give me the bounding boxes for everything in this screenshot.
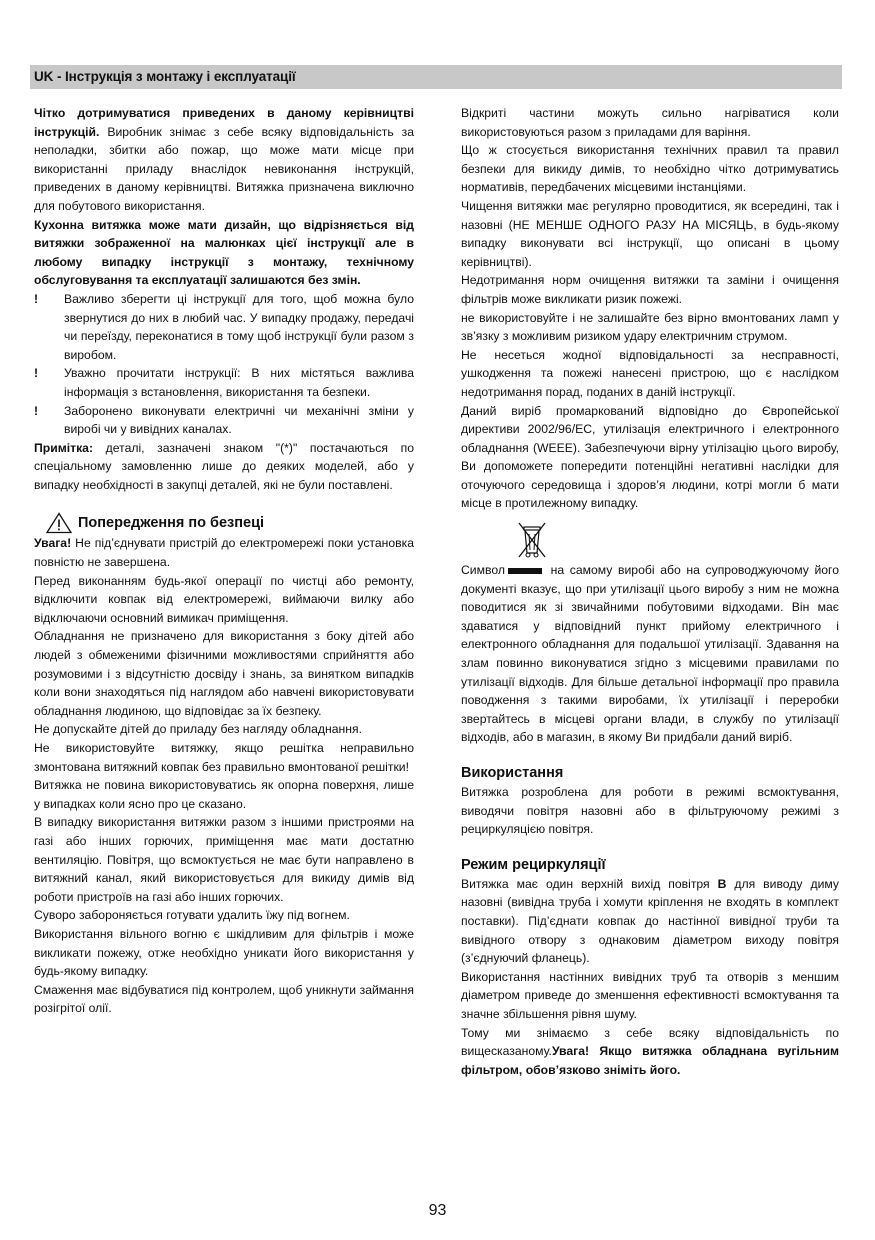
safety-paragraph: Не допускайте дітей до приладу без нагляду обладнання. bbox=[34, 722, 362, 737]
design-note-bold: Кухонна витяжка може мати дизайн, що відрізняється від витяжки зображенної на малюнках цієї інструкції але в любому випадку інструкції з монтажу, технічному обслуговування та експлуатації залишаются без змін. bbox=[34, 217, 414, 288]
recirculation-paragraph bbox=[461, 1024, 839, 1080]
page-number: 93 bbox=[428, 1202, 447, 1219]
warning-text: Не під’єднувати пристрій до електромережі поки установка повністю не завершена. bbox=[34, 536, 414, 570]
symbol-text: на самому виробі або на супроводжуючому його документі вказує, що при утилізації цього виробу з ним не можна поводитися як зі звичайними побутовими відходами. Він має здаватися у відповідний пункт прийому електричного і електронного обладнання для подальшої утилізації. Здавання на злам повинно виконуватися згідно з місцевими правилами по утилізації відходів. Для більше детальної інформації про правила поводження з такими виробами, їх утилізації і переробки звертайтесь в місцеві органи влади, в службу по утилізації відходів, або в магазин, в якому Ви придбали даний виріб. bbox=[461, 563, 839, 745]
use-title: Використання bbox=[461, 765, 564, 781]
recirc-disclaimer: Тому ми знімаємо з себе всяку відповідальність по вищесказаному. bbox=[461, 1025, 839, 1059]
info-paragraph: Відкриті частини можуть сильно нагріватися коли використовуються разом з приладами для варіння. bbox=[461, 106, 839, 139]
note-paragraph bbox=[34, 439, 414, 495]
intro-text: Виробник знімає з себе всяку відповідальність за неполадки, збитки або пожар, що може мати місце при використанні приладу внаслідок невиконання інструкцій, приведених в даному керівництві. Витяжка призначена виключно для побутового використання. bbox=[34, 124, 414, 213]
recirc-text-a: Витяжка має один верхній вихід повітря bbox=[461, 876, 718, 891]
intro-paragraph bbox=[34, 104, 414, 216]
header-bar bbox=[30, 65, 842, 89]
right-column bbox=[461, 104, 839, 1079]
symbol-label: Символ bbox=[461, 563, 505, 578]
note-label: Примітка: bbox=[34, 440, 94, 455]
safety-paragraph: Витяжка не повина використовуватись як опорна поверхня, лише у випадках коли ясно про це сказано. bbox=[34, 778, 414, 811]
design-note bbox=[34, 216, 414, 290]
safety-paragraph: В випадку використання витяжки разом з іншими пристроями на газі або інших горючих, приміщення має мати достатню вентиляцію. Повітря, що всмоктується не має бути направлено в витяжний канал, який використовується для викиду димів від роботи пристроїв на газі або інших горючих. bbox=[34, 815, 414, 904]
bullet-item bbox=[34, 290, 414, 364]
safety-heading bbox=[34, 512, 414, 534]
warning-label: Увага! bbox=[34, 536, 72, 551]
info-paragraph: Не несеться жодної відповідальності за несправності, ушкодження та пожежі нанесені пристрою, що є наслідком недотримання порад, поданих в даній інструкції. bbox=[461, 347, 839, 399]
bullet-item bbox=[34, 364, 414, 401]
left-column bbox=[34, 104, 414, 1018]
safety-paragraph: Не використовуйте витяжку, якщо решітка неправильно змонтована витяжний ковпак без правильно вмонтованої решітки! bbox=[34, 741, 414, 774]
recirculation-title: Режим рециркуляції bbox=[461, 856, 606, 873]
info-paragraph: Недотримання норм очищення витяжки та заміни і очищення фільтрів може викликати ризик пожежі. bbox=[461, 273, 839, 306]
recirc-outlet-label: B bbox=[717, 876, 727, 891]
exclamation-icon: ! bbox=[34, 403, 39, 418]
safety-paragraph: Смаження має відбуватися під контролем, щоб уникнути займання розігрітої олії. bbox=[34, 982, 414, 1016]
info-paragraph: Чищення витяжки має регулярно проводитися, як всередині, так і назовні (НЕ МЕНШЕ ОДНОГО РАЗУ НА МІСЯЦЬ, в будь-якому випадку виконувати всі інструкції, що описані в цьому керівництві). bbox=[461, 198, 839, 269]
safety-paragraph: Перед виконанням будь-якої операції по чистці або ремонту, відключити ковпак від електромережі, виймаючи вилку або відключаючи основний вимикач приміщення. bbox=[34, 573, 414, 625]
safety-paragraph: Суворо забороняється готувати удалить їжу під вогнем. bbox=[34, 908, 350, 923]
intro-bold: Чітко дотримуватися приведених в даному керівництві інструкцій. bbox=[34, 106, 414, 139]
use-text: Витяжка розроблена для роботи в режимі всмоктування, виводячи повітря назовні або в фільтруючому режимі з рециркуляцією повітря. bbox=[461, 785, 839, 837]
bullet-text: Заборонено виконувати електричні чи механічні зміни у виробі чи у вивідних каналах. bbox=[64, 403, 414, 437]
warning-paragraph bbox=[34, 534, 414, 571]
symbol-paragraph bbox=[461, 561, 839, 747]
bullet-text: Важливо зберегти ці інструкції для того, щоб можна було звернутися до них в любий час. У випадку продажу, передачі чи переїзду, переконатися в тому щоб інструкції були разом з виробом. bbox=[64, 291, 414, 362]
page-title: UK - Інструкція з монтажу і експлуатації bbox=[34, 69, 296, 84]
note-text: деталі, зазначені знаком "(*)" постачаються по спеціальному замовленню лише до деяких моделей, або у випадку необхідності в закупці деталей, які не були поставлені. bbox=[34, 440, 414, 492]
recirc-warning: Увага! Якщо витяжка обладнана вугільним фільтром, обов’язково зніміть його. bbox=[461, 1044, 839, 1077]
info-paragraph: не використовуйте і не залишайте без вірно вмонтованих ламп у зв’язку з можливим ризиком удару електричним струмом. bbox=[461, 310, 839, 344]
recirc-text-c: для виводу диму назовні (вивідна труба і хомути кріплення не входять в комплект поставки). Під’єднати ковпак до настінної вивідної труби та вивідного отвору з однаковим діаметром виходу повітря (з’єднуючий фланець). bbox=[461, 876, 839, 966]
safety-title: Попередження по безпеці bbox=[78, 515, 265, 532]
weee-paragraph: Даний виріб промаркований відповідно до Європейської директиви 2002/96/EC, утилізація електричного і електронного обладнання (WEEE). Забезпечуючи вірну утілізацію цього виробу, Ви допоможете попередити потенційні негативні наслідки для оточуючого середовища і здоров’я людини, котрі могли б мати місце в протилежному випадку. bbox=[461, 403, 839, 511]
exclamation-icon: ! bbox=[34, 291, 39, 306]
warning-triangle-icon bbox=[46, 512, 72, 534]
safety-paragraph: Використання вільного вогню є шкідливим для фільтрів і може викликати пожежу, отже необхідно уникати його використання у будь-якому випадку. bbox=[34, 926, 414, 979]
symbol-bar-icon bbox=[508, 568, 542, 574]
bullet-item bbox=[34, 402, 414, 439]
exclamation-icon: ! bbox=[34, 366, 39, 381]
crossed-bin-icon bbox=[515, 519, 839, 559]
info-paragraph: Що ж стосується використання технічних правил та правил безпеки для викиду димів, то необхідно чітко дотримуватись нормативів, передбачених місцевими інстанціями. bbox=[461, 143, 839, 195]
recirculation-paragraph: Використання настінних вивідних труб та отворів з меншим діаметром приведе до зменшення ефективності всмоктування та значне збільшення рівня шуму. bbox=[461, 969, 839, 1021]
safety-paragraph: Обладнання не призначено для використання з боку дітей або людей з обмеженими фізичними можливостями сприйняття або розумовими і з відсутністю досвіду і знань, за винятком випадків коли вони знаходяться під наглядом або навчені використовувати обладнання людиною, що відповідає за їх безпеку. bbox=[34, 629, 414, 718]
bullet-text: Уважно прочитати інструкції: В них містяться важлива інформація з встановлення, використання та безпеки. bbox=[64, 366, 414, 399]
recirculation-paragraph bbox=[461, 875, 839, 968]
